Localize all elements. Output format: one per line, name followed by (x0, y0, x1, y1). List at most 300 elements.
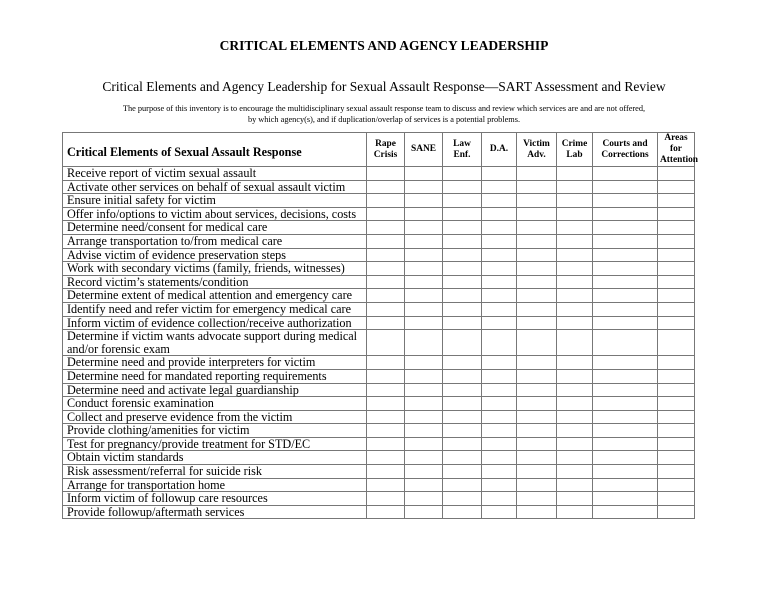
element-cell (63, 221, 367, 235)
agency-cell[interactable] (443, 234, 482, 248)
agency-cell[interactable] (482, 302, 517, 316)
agency-cell[interactable] (443, 492, 482, 506)
agency-cell[interactable] (367, 424, 405, 438)
table-row (63, 437, 695, 451)
agency-cell[interactable] (557, 465, 593, 479)
agency-cell[interactable] (593, 410, 658, 424)
agency-cell[interactable] (517, 465, 557, 479)
agency-cell[interactable] (482, 221, 517, 235)
agency-cell[interactable] (482, 262, 517, 276)
agency-cell[interactable] (482, 316, 517, 330)
agency-cell[interactable] (557, 492, 593, 506)
element-cell (63, 248, 367, 262)
agency-cell[interactable] (482, 505, 517, 519)
agency-cell[interactable] (517, 410, 557, 424)
column-header-agency (557, 133, 593, 167)
purpose-statement (90, 103, 678, 125)
agency-cell[interactable] (658, 262, 695, 276)
agency-cell[interactable] (658, 451, 695, 465)
agency-cell[interactable] (593, 424, 658, 438)
agency-cell[interactable] (593, 330, 658, 356)
agency-cell[interactable] (443, 289, 482, 303)
agency-cell[interactable] (367, 248, 405, 262)
agency-cell[interactable] (443, 505, 482, 519)
agency-cell[interactable] (367, 289, 405, 303)
agency-cell[interactable] (557, 180, 593, 194)
agency-cell[interactable] (367, 383, 405, 397)
agency-cell[interactable] (658, 505, 695, 519)
table-row (63, 424, 695, 438)
element-text: Inform victim of evidence collection/receive authorization (67, 315, 352, 330)
agency-cell[interactable] (593, 451, 658, 465)
table-row (63, 505, 695, 519)
agency-cell[interactable] (482, 207, 517, 221)
element-text: Determine extent of medical attention and emergency care (67, 288, 353, 303)
agency-cell[interactable] (593, 465, 658, 479)
agency-cell[interactable] (405, 505, 443, 519)
table-row (63, 369, 695, 383)
agency-cell[interactable] (367, 410, 405, 424)
critical-elements-table (62, 132, 699, 519)
table-row (63, 275, 695, 289)
agency-cell[interactable] (517, 478, 557, 492)
agency-cell[interactable] (482, 330, 517, 356)
agency-cell[interactable] (557, 248, 593, 262)
agency-cell[interactable] (482, 437, 517, 451)
agency-cell[interactable] (593, 397, 658, 411)
table-row (63, 316, 695, 330)
column-header-line: Enf. (453, 149, 471, 160)
element-cell (63, 262, 367, 276)
agency-cell[interactable] (443, 397, 482, 411)
element-cell (63, 437, 367, 451)
column-header-agency (658, 133, 699, 167)
column-header-line: Attention (660, 155, 699, 165)
agency-cell[interactable] (658, 410, 695, 424)
agency-cell[interactable] (443, 275, 482, 289)
agency-cell[interactable] (405, 356, 443, 370)
table-row (63, 207, 695, 221)
element-cell (63, 207, 367, 221)
agency-cell[interactable] (405, 302, 443, 316)
column-header-line: Law (453, 138, 471, 149)
agency-cell[interactable] (593, 369, 658, 383)
agency-cell[interactable] (658, 207, 695, 221)
element-cell (63, 180, 367, 194)
agency-cell[interactable] (405, 478, 443, 492)
column-header-line: Crisis (373, 149, 398, 160)
agency-cell[interactable] (482, 492, 517, 506)
agency-cell[interactable] (658, 330, 695, 356)
agency-cell[interactable] (443, 180, 482, 194)
column-header-agency (443, 133, 482, 167)
agency-cell[interactable] (405, 194, 443, 208)
agency-cell[interactable] (405, 397, 443, 411)
agency-cell[interactable] (405, 207, 443, 221)
agency-cell[interactable] (443, 356, 482, 370)
agency-cell[interactable] (443, 465, 482, 479)
agency-cell[interactable] (658, 437, 695, 451)
agency-cell[interactable] (443, 221, 482, 235)
agency-cell[interactable] (658, 383, 695, 397)
element-text: Work with secondary victims (family, friends, witnesses) (67, 261, 345, 276)
element-cell (63, 505, 367, 519)
agency-cell[interactable] (443, 330, 482, 356)
element-cell (63, 316, 367, 330)
purpose-line: The purpose of this inventory is to encourage the multidisciplinary sexual assault response team to discuss and review which services are and are not offered, (122, 104, 646, 113)
agency-cell[interactable] (443, 167, 482, 181)
agency-cell[interactable] (367, 437, 405, 451)
agency-cell[interactable] (658, 492, 695, 506)
agency-cell[interactable] (443, 437, 482, 451)
agency-cell[interactable] (443, 194, 482, 208)
table-row (63, 465, 695, 479)
agency-cell[interactable] (405, 437, 443, 451)
agency-cell[interactable] (593, 437, 658, 451)
element-text: Arrange transportation to/from medical care (67, 233, 283, 248)
agency-cell[interactable] (367, 369, 405, 383)
agency-cell[interactable] (405, 451, 443, 465)
agency-cell[interactable] (517, 330, 557, 356)
agency-cell[interactable] (557, 234, 593, 248)
agency-cell[interactable] (658, 369, 695, 383)
agency-cell[interactable] (557, 289, 593, 303)
table-row (63, 356, 695, 370)
agency-cell[interactable] (405, 180, 443, 194)
agency-cell[interactable] (367, 316, 405, 330)
element-text: and/or forensic exam (67, 341, 170, 356)
agency-cell[interactable] (517, 221, 557, 235)
agency-cell[interactable] (367, 465, 405, 479)
agency-cell[interactable] (593, 180, 658, 194)
table-row (63, 167, 695, 181)
agency-cell[interactable] (482, 383, 517, 397)
agency-cell[interactable] (517, 248, 557, 262)
agency-cell[interactable] (443, 424, 482, 438)
agency-cell[interactable] (593, 275, 658, 289)
agency-cell[interactable] (405, 316, 443, 330)
agency-cell[interactable] (557, 167, 593, 181)
agency-cell[interactable] (405, 424, 443, 438)
table-row (63, 302, 695, 316)
agency-cell[interactable] (367, 478, 405, 492)
table-row (63, 410, 695, 424)
agency-cell[interactable] (658, 180, 695, 194)
element-cell (63, 424, 367, 438)
agency-cell[interactable] (557, 478, 593, 492)
agency-cell[interactable] (367, 356, 405, 370)
agency-cell[interactable] (517, 316, 557, 330)
agency-cell[interactable] (482, 410, 517, 424)
element-cell (63, 383, 367, 397)
element-cell (63, 465, 367, 479)
element-text: Conduct forensic examination (67, 396, 214, 411)
agency-cell[interactable] (405, 330, 443, 356)
agency-cell[interactable] (405, 465, 443, 479)
element-cell (63, 289, 367, 303)
agency-cell[interactable] (593, 492, 658, 506)
purpose-line: by which agency(s), and if duplication/overlap of services is a potential problems. (247, 115, 521, 124)
agency-cell[interactable] (593, 221, 658, 235)
agency-cell[interactable] (367, 194, 405, 208)
element-cell (63, 275, 367, 289)
document-title: CRITICAL ELEMENTS AND AGENCY LEADERSHIP (219, 38, 549, 53)
agency-cell[interactable] (482, 275, 517, 289)
column-header-line: Lab (566, 149, 583, 160)
element-text: Ensure initial safety for victim (67, 193, 216, 208)
agency-cell[interactable] (482, 478, 517, 492)
agency-cell[interactable] (593, 194, 658, 208)
agency-cell[interactable] (405, 221, 443, 235)
agency-cell[interactable] (517, 383, 557, 397)
agency-cell[interactable] (557, 505, 593, 519)
agency-cell[interactable] (517, 167, 557, 181)
table-row (63, 180, 695, 194)
agency-cell[interactable] (517, 194, 557, 208)
agency-cell[interactable] (367, 221, 405, 235)
agency-cell[interactable] (593, 207, 658, 221)
agency-cell[interactable] (443, 383, 482, 397)
agency-cell[interactable] (517, 275, 557, 289)
agency-cell[interactable] (482, 397, 517, 411)
agency-cell[interactable] (517, 302, 557, 316)
agency-cell[interactable] (517, 397, 557, 411)
agency-cell[interactable] (658, 289, 695, 303)
agency-cell[interactable] (593, 302, 658, 316)
agency-cell[interactable] (557, 302, 593, 316)
agency-cell[interactable] (557, 437, 593, 451)
agency-cell[interactable] (482, 180, 517, 194)
agency-cell[interactable] (557, 207, 593, 221)
agency-cell[interactable] (405, 369, 443, 383)
agency-cell[interactable] (482, 234, 517, 248)
column-header-line: Areas for (664, 133, 688, 154)
column-header-line: D.A. (489, 144, 509, 154)
agency-cell[interactable] (517, 424, 557, 438)
agency-cell[interactable] (405, 234, 443, 248)
table-row (63, 221, 695, 235)
element-text: Identify need and refer victim for emergency medical care (67, 301, 352, 316)
element-text: Determine need for mandated reporting requirements (67, 368, 327, 383)
column-header-agency (482, 133, 517, 167)
column-header-line: Victim (523, 138, 550, 149)
agency-cell[interactable] (405, 289, 443, 303)
agency-cell[interactable] (593, 316, 658, 330)
column-header-agency (517, 133, 557, 167)
agency-cell[interactable] (517, 492, 557, 506)
table-row (63, 262, 695, 276)
element-text: Record victim’s statements/condition (67, 274, 249, 289)
agency-cell[interactable] (443, 478, 482, 492)
agency-cell[interactable] (517, 234, 557, 248)
agency-cell[interactable] (367, 397, 405, 411)
column-header-agency (593, 133, 658, 167)
table-row (63, 397, 695, 411)
agency-cell[interactable] (658, 356, 695, 370)
agency-cell[interactable] (482, 194, 517, 208)
agency-cell[interactable] (658, 221, 695, 235)
table-row (63, 289, 695, 303)
element-cell (63, 194, 367, 208)
table-row (63, 492, 695, 506)
agency-cell[interactable] (658, 397, 695, 411)
agency-cell[interactable] (367, 330, 405, 356)
element-text: Activate other services on behalf of sexual assault victim (67, 179, 346, 194)
agency-cell[interactable] (405, 262, 443, 276)
column-header-element: Critical Elements of Sexual Assault Response (63, 133, 367, 167)
element-cell (63, 234, 367, 248)
agency-cell[interactable] (658, 167, 695, 181)
agency-cell[interactable] (658, 424, 695, 438)
document-subtitle: Critical Elements and Agency Leadership for Sexual Assault Response—SART Assessment and Review (102, 79, 666, 94)
agency-cell[interactable] (405, 410, 443, 424)
agency-cell[interactable] (482, 356, 517, 370)
agency-cell[interactable] (443, 262, 482, 276)
element-text: Determine need and provide interpreters for victim (67, 355, 316, 370)
element-text: Determine if victim wants advocate support during medical (67, 329, 358, 344)
element-cell (63, 369, 367, 383)
agency-cell[interactable] (405, 492, 443, 506)
agency-cell[interactable] (593, 167, 658, 181)
agency-cell[interactable] (658, 316, 695, 330)
agency-cell[interactable] (557, 451, 593, 465)
agency-cell[interactable] (517, 180, 557, 194)
agency-cell[interactable] (658, 478, 695, 492)
agency-cell[interactable] (517, 356, 557, 370)
element-cell (63, 302, 367, 316)
agency-cell[interactable] (367, 275, 405, 289)
agency-cell[interactable] (593, 383, 658, 397)
column-header-line: Crime (561, 138, 588, 149)
agency-cell[interactable] (517, 207, 557, 221)
agency-cell[interactable] (593, 262, 658, 276)
element-text: Offer info/options to victim about services, decisions, costs (67, 206, 357, 221)
agency-cell[interactable] (658, 275, 695, 289)
agency-cell[interactable] (658, 465, 695, 479)
agency-cell[interactable] (557, 221, 593, 235)
agency-cell[interactable] (517, 437, 557, 451)
agency-cell[interactable] (443, 248, 482, 262)
agency-cell[interactable] (593, 478, 658, 492)
table-row (63, 194, 695, 208)
element-text: Collect and preserve evidence from the victim (67, 409, 293, 424)
column-header-agency (405, 133, 443, 167)
agency-cell[interactable] (367, 234, 405, 248)
table-row (63, 383, 695, 397)
agency-cell[interactable] (482, 369, 517, 383)
column-header-line: Adv. (527, 149, 546, 160)
agency-cell[interactable] (557, 316, 593, 330)
agency-cell[interactable] (593, 234, 658, 248)
agency-cell[interactable] (367, 180, 405, 194)
element-text: Provide followup/aftermath services (67, 504, 245, 519)
agency-cell[interactable] (593, 505, 658, 519)
element-cell (63, 356, 367, 370)
table-row (63, 248, 695, 262)
agency-cell[interactable] (557, 369, 593, 383)
agency-cell[interactable] (443, 410, 482, 424)
agency-cell[interactable] (367, 302, 405, 316)
element-text: Determine need/consent for medical care (67, 220, 268, 235)
agency-cell[interactable] (405, 167, 443, 181)
agency-cell[interactable] (557, 275, 593, 289)
agency-cell[interactable] (658, 234, 695, 248)
table-header-row (63, 133, 695, 167)
agency-cell[interactable] (443, 302, 482, 316)
element-text: Advise victim of evidence preservation steps (67, 247, 286, 262)
element-text: Inform victim of followup care resources (67, 491, 268, 506)
agency-cell[interactable] (482, 289, 517, 303)
agency-cell[interactable] (658, 248, 695, 262)
agency-cell[interactable] (557, 330, 593, 356)
element-cell (63, 397, 367, 411)
column-header-line: SANE (410, 144, 436, 154)
agency-cell[interactable] (517, 369, 557, 383)
agency-cell[interactable] (557, 397, 593, 411)
agency-cell[interactable] (367, 492, 405, 506)
agency-cell[interactable] (443, 207, 482, 221)
agency-cell[interactable] (482, 424, 517, 438)
element-text: Obtain victim standards (67, 450, 184, 465)
agency-cell[interactable] (482, 248, 517, 262)
agency-cell[interactable] (557, 383, 593, 397)
element-cell (63, 167, 367, 181)
agency-cell[interactable] (658, 302, 695, 316)
agency-cell[interactable] (517, 289, 557, 303)
element-text: Risk assessment/referral for suicide risk (67, 464, 262, 479)
agency-cell[interactable] (482, 451, 517, 465)
column-header-line: Corrections (601, 149, 649, 160)
element-text: Arrange for transportation home (67, 477, 226, 492)
agency-cell[interactable] (443, 369, 482, 383)
agency-cell[interactable] (517, 451, 557, 465)
table-row (63, 330, 695, 356)
element-text: Provide clothing/amenities for victim (67, 423, 250, 438)
agency-cell[interactable] (557, 424, 593, 438)
agency-cell[interactable] (557, 262, 593, 276)
agency-cell[interactable] (557, 356, 593, 370)
agency-cell[interactable] (593, 248, 658, 262)
agency-cell[interactable] (517, 505, 557, 519)
agency-cell[interactable] (557, 194, 593, 208)
agency-cell[interactable] (405, 248, 443, 262)
agency-cell[interactable] (658, 194, 695, 208)
agency-cell[interactable] (367, 505, 405, 519)
column-header-line: Courts and (602, 138, 648, 149)
element-cell (63, 478, 367, 492)
element-text: Receive report of victim sexual assault (67, 166, 257, 180)
element-cell (63, 410, 367, 424)
element-cell (63, 330, 367, 356)
agency-cell[interactable] (367, 207, 405, 221)
agency-cell[interactable] (593, 356, 658, 370)
agency-cell[interactable] (367, 451, 405, 465)
agency-cell[interactable] (443, 316, 482, 330)
table-row (63, 234, 695, 248)
agency-cell[interactable] (517, 262, 557, 276)
agency-cell[interactable] (482, 465, 517, 479)
agency-cell[interactable] (405, 383, 443, 397)
agency-cell[interactable] (405, 275, 443, 289)
agency-cell[interactable] (367, 167, 405, 181)
column-header-line: Rape (375, 138, 396, 149)
agency-cell[interactable] (443, 451, 482, 465)
agency-cell[interactable] (367, 262, 405, 276)
agency-cell[interactable] (482, 167, 517, 181)
agency-cell[interactable] (593, 289, 658, 303)
table-row (63, 451, 695, 465)
agency-cell[interactable] (557, 410, 593, 424)
